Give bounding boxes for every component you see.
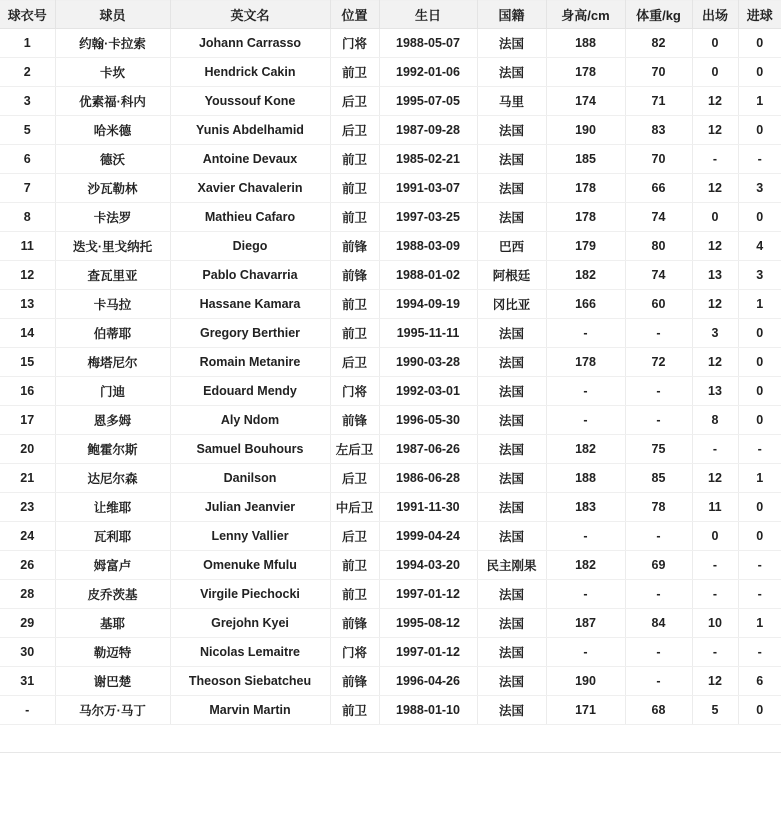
cell-weight_kg: 85: [625, 464, 692, 493]
cell-english_name: Virgile Piechocki: [170, 580, 330, 609]
cell-english_name: Hendrick Cakin: [170, 58, 330, 87]
cell-height_cm: 178: [546, 174, 625, 203]
cell-appearances: -: [692, 580, 738, 609]
cell-weight_kg: -: [625, 319, 692, 348]
table-row: [0, 145, 781, 174]
cell-player_name: 卡法罗: [55, 203, 170, 232]
cell-jersey_number: 29: [0, 609, 55, 638]
cell-jersey_number: 14: [0, 319, 55, 348]
cell-position: 前锋: [330, 232, 379, 261]
cell-birthday: 1995-08-12: [379, 609, 477, 638]
table-row: [0, 667, 781, 696]
cell-appearances: -: [692, 638, 738, 667]
cell-birthday: 1988-05-07: [379, 29, 477, 58]
cell-english_name: Theoson Siebatcheu: [170, 667, 330, 696]
cell-nationality: 民主刚果: [477, 551, 546, 580]
cell-nationality: 巴西: [477, 232, 546, 261]
cell-player_name: 优素福·科内: [55, 87, 170, 116]
cell-birthday: 1999-04-24: [379, 522, 477, 551]
cell-weight_kg: 69: [625, 551, 692, 580]
cell-appearances: 0: [692, 522, 738, 551]
cell-goals: 3: [738, 174, 781, 203]
column-header-position: 位置: [330, 1, 379, 29]
cell-jersey_number: 11: [0, 232, 55, 261]
cell-birthday: 1995-11-11: [379, 319, 477, 348]
cell-appearances: 0: [692, 29, 738, 58]
cell-nationality: 法国: [477, 696, 546, 725]
cell-goals: -: [738, 551, 781, 580]
cell-position: 左后卫: [330, 435, 379, 464]
cell-birthday: 1988-03-09: [379, 232, 477, 261]
cell-birthday: 1987-09-28: [379, 116, 477, 145]
column-header-birthday: 生日: [379, 1, 477, 29]
cell-appearances: -: [692, 551, 738, 580]
cell-weight_kg: 78: [625, 493, 692, 522]
cell-position: 前卫: [330, 551, 379, 580]
cell-nationality: 冈比亚: [477, 290, 546, 319]
cell-height_cm: -: [546, 377, 625, 406]
cell-weight_kg: -: [625, 522, 692, 551]
cell-player_name: 谢巴楚: [55, 667, 170, 696]
table-row: [0, 116, 781, 145]
cell-goals: 0: [738, 319, 781, 348]
cell-nationality: 法国: [477, 29, 546, 58]
cell-player_name: 皮乔茨基: [55, 580, 170, 609]
cell-goals: -: [738, 435, 781, 464]
cell-appearances: -: [692, 435, 738, 464]
cell-english_name: Pablo Chavarria: [170, 261, 330, 290]
cell-birthday: 1994-09-19: [379, 290, 477, 319]
cell-weight_kg: 84: [625, 609, 692, 638]
cell-jersey_number: 21: [0, 464, 55, 493]
cell-birthday: 1995-07-05: [379, 87, 477, 116]
cell-position: 后卫: [330, 348, 379, 377]
cell-english_name: Samuel Bouhours: [170, 435, 330, 464]
cell-weight_kg: 70: [625, 145, 692, 174]
cell-birthday: 1996-05-30: [379, 406, 477, 435]
cell-appearances: 12: [692, 667, 738, 696]
cell-height_cm: 182: [546, 551, 625, 580]
cell-weight_kg: 66: [625, 174, 692, 203]
header-row: [0, 1, 781, 29]
cell-appearances: 12: [692, 174, 738, 203]
cell-position: 门将: [330, 29, 379, 58]
cell-goals: -: [738, 638, 781, 667]
cell-jersey_number: 20: [0, 435, 55, 464]
column-header-height_cm: 身高/cm: [546, 1, 625, 29]
cell-player_name: 哈米德: [55, 116, 170, 145]
cell-weight_kg: 83: [625, 116, 692, 145]
cell-jersey_number: 30: [0, 638, 55, 667]
cell-goals: 0: [738, 58, 781, 87]
cell-player_name: 卡坎: [55, 58, 170, 87]
cell-goals: 0: [738, 406, 781, 435]
cell-player_name: 梅塔尼尔: [55, 348, 170, 377]
cell-position: 中后卫: [330, 493, 379, 522]
cell-weight_kg: -: [625, 667, 692, 696]
cell-player_name: 瓦利耶: [55, 522, 170, 551]
cell-weight_kg: -: [625, 377, 692, 406]
cell-english_name: Yunis Abdelhamid: [170, 116, 330, 145]
cell-player_name: 卡马拉: [55, 290, 170, 319]
table-row: [0, 696, 781, 725]
table-row: [0, 609, 781, 638]
cell-english_name: Mathieu Cafaro: [170, 203, 330, 232]
cell-goals: 4: [738, 232, 781, 261]
column-header-weight_kg: 体重/kg: [625, 1, 692, 29]
cell-height_cm: 171: [546, 696, 625, 725]
cell-goals: 1: [738, 87, 781, 116]
column-header-jersey_number: 球衣号: [0, 1, 55, 29]
cell-jersey_number: 28: [0, 580, 55, 609]
cell-height_cm: 188: [546, 29, 625, 58]
cell-english_name: Lenny Vallier: [170, 522, 330, 551]
cell-appearances: 12: [692, 87, 738, 116]
cell-english_name: Marvin Martin: [170, 696, 330, 725]
cell-position: 前卫: [330, 58, 379, 87]
cell-goals: 0: [738, 696, 781, 725]
cell-birthday: 1991-03-07: [379, 174, 477, 203]
cell-birthday: 1997-03-25: [379, 203, 477, 232]
cell-english_name: Grejohn Kyei: [170, 609, 330, 638]
cell-player_name: 伯蒂耶: [55, 319, 170, 348]
cell-appearances: 12: [692, 464, 738, 493]
cell-birthday: 1997-01-12: [379, 638, 477, 667]
cell-player_name: 恩多姆: [55, 406, 170, 435]
cell-height_cm: 188: [546, 464, 625, 493]
cell-player_name: 沙瓦勒林: [55, 174, 170, 203]
cell-birthday: 1997-01-12: [379, 580, 477, 609]
cell-position: 后卫: [330, 464, 379, 493]
cell-goals: 0: [738, 348, 781, 377]
cell-english_name: Julian Jeanvier: [170, 493, 330, 522]
cell-jersey_number: 6: [0, 145, 55, 174]
cell-jersey_number: 2: [0, 58, 55, 87]
cell-jersey_number: 31: [0, 667, 55, 696]
table-row: [0, 464, 781, 493]
cell-goals: 0: [738, 203, 781, 232]
cell-jersey_number: 12: [0, 261, 55, 290]
cell-position: 前锋: [330, 667, 379, 696]
cell-nationality: 法国: [477, 377, 546, 406]
cell-appearances: 0: [692, 203, 738, 232]
cell-goals: 1: [738, 290, 781, 319]
table-row: [0, 261, 781, 290]
cell-appearances: 12: [692, 348, 738, 377]
cell-player_name: 查瓦里亚: [55, 261, 170, 290]
cell-weight_kg: 72: [625, 348, 692, 377]
table-row: [0, 348, 781, 377]
table-row: [0, 174, 781, 203]
cell-player_name: 达尼尔森: [55, 464, 170, 493]
cell-height_cm: -: [546, 522, 625, 551]
cell-goals: -: [738, 580, 781, 609]
cell-birthday: 1992-01-06: [379, 58, 477, 87]
cell-position: 门将: [330, 377, 379, 406]
cell-player_name: 德沃: [55, 145, 170, 174]
cell-height_cm: 166: [546, 290, 625, 319]
column-header-goals: 进球: [738, 1, 781, 29]
cell-nationality: 法国: [477, 522, 546, 551]
cell-height_cm: 182: [546, 435, 625, 464]
cell-weight_kg: 68: [625, 696, 692, 725]
cell-appearances: -: [692, 145, 738, 174]
cell-nationality: 法国: [477, 580, 546, 609]
cell-player_name: 让维耶: [55, 493, 170, 522]
cell-appearances: 11: [692, 493, 738, 522]
cell-goals: 1: [738, 609, 781, 638]
cell-birthday: 1986-06-28: [379, 464, 477, 493]
table-row: [0, 406, 781, 435]
cell-english_name: Romain Metanire: [170, 348, 330, 377]
table-row: [0, 319, 781, 348]
cell-weight_kg: 75: [625, 435, 692, 464]
cell-weight_kg: -: [625, 638, 692, 667]
cell-english_name: Hassane Kamara: [170, 290, 330, 319]
cell-english_name: Omenuke Mfulu: [170, 551, 330, 580]
cell-jersey_number: 7: [0, 174, 55, 203]
cell-player_name: 鲍霍尔斯: [55, 435, 170, 464]
cell-jersey_number: 15: [0, 348, 55, 377]
cell-appearances: 0: [692, 58, 738, 87]
cell-jersey_number: 23: [0, 493, 55, 522]
cell-position: 前卫: [330, 174, 379, 203]
cell-height_cm: -: [546, 580, 625, 609]
cell-nationality: 阿根廷: [477, 261, 546, 290]
cell-player_name: 勒迈特: [55, 638, 170, 667]
cell-nationality: 法国: [477, 667, 546, 696]
cell-position: 前卫: [330, 580, 379, 609]
cell-player_name: 马尔万·马丁: [55, 696, 170, 725]
cell-jersey_number: -: [0, 696, 55, 725]
cell-english_name: Aly Ndom: [170, 406, 330, 435]
column-header-player_name: 球员: [55, 1, 170, 29]
cell-jersey_number: 16: [0, 377, 55, 406]
cell-nationality: 法国: [477, 203, 546, 232]
cell-position: 后卫: [330, 116, 379, 145]
table-row: [0, 580, 781, 609]
cell-english_name: Edouard Mendy: [170, 377, 330, 406]
table-row: [0, 87, 781, 116]
cell-goals: 0: [738, 29, 781, 58]
cell-nationality: 法国: [477, 348, 546, 377]
cell-nationality: 法国: [477, 406, 546, 435]
cell-goals: 6: [738, 667, 781, 696]
table-row: [0, 290, 781, 319]
table-row: [0, 493, 781, 522]
table-row: [0, 58, 781, 87]
table-row: [0, 232, 781, 261]
cell-nationality: 法国: [477, 319, 546, 348]
cell-position: 前卫: [330, 319, 379, 348]
cell-english_name: Antoine Devaux: [170, 145, 330, 174]
cell-appearances: 3: [692, 319, 738, 348]
cell-height_cm: 182: [546, 261, 625, 290]
cell-english_name: Youssouf Kone: [170, 87, 330, 116]
cell-birthday: 1988-01-02: [379, 261, 477, 290]
cell-jersey_number: 8: [0, 203, 55, 232]
column-header-nationality: 国籍: [477, 1, 546, 29]
cell-height_cm: 178: [546, 348, 625, 377]
cell-weight_kg: 74: [625, 203, 692, 232]
cell-position: 前锋: [330, 261, 379, 290]
cell-position: 前卫: [330, 696, 379, 725]
table-row: [0, 29, 781, 58]
cell-appearances: 12: [692, 232, 738, 261]
cell-appearances: 12: [692, 290, 738, 319]
table-row: [0, 435, 781, 464]
table-header: [0, 1, 781, 29]
cell-position: 前卫: [330, 203, 379, 232]
cell-english_name: Gregory Berthier: [170, 319, 330, 348]
table-row: [0, 203, 781, 232]
cell-appearances: 12: [692, 116, 738, 145]
cell-weight_kg: 71: [625, 87, 692, 116]
cell-appearances: 10: [692, 609, 738, 638]
cell-birthday: 1990-03-28: [379, 348, 477, 377]
cell-weight_kg: 60: [625, 290, 692, 319]
cell-nationality: 法国: [477, 145, 546, 174]
cell-nationality: 法国: [477, 638, 546, 667]
cell-player_name: 约翰·卡拉索: [55, 29, 170, 58]
cell-nationality: 法国: [477, 493, 546, 522]
cell-position: 门将: [330, 638, 379, 667]
cell-birthday: 1992-03-01: [379, 377, 477, 406]
cell-jersey_number: 17: [0, 406, 55, 435]
cell-nationality: 法国: [477, 116, 546, 145]
cell-position: 后卫: [330, 87, 379, 116]
cell-english_name: Xavier Chavalerin: [170, 174, 330, 203]
cell-height_cm: 183: [546, 493, 625, 522]
table-body: [0, 29, 781, 725]
cell-height_cm: 178: [546, 58, 625, 87]
cell-weight_kg: 74: [625, 261, 692, 290]
cell-height_cm: 179: [546, 232, 625, 261]
table-row: [0, 551, 781, 580]
cell-weight_kg: 80: [625, 232, 692, 261]
cell-goals: 0: [738, 493, 781, 522]
cell-appearances: 5: [692, 696, 738, 725]
cell-birthday: 1991-11-30: [379, 493, 477, 522]
cell-jersey_number: 3: [0, 87, 55, 116]
cell-birthday: 1987-06-26: [379, 435, 477, 464]
table-row: [0, 638, 781, 667]
cell-height_cm: 190: [546, 116, 625, 145]
cell-position: 前锋: [330, 609, 379, 638]
cell-jersey_number: 1: [0, 29, 55, 58]
table-row: [0, 522, 781, 551]
cell-nationality: 法国: [477, 609, 546, 638]
cell-height_cm: -: [546, 406, 625, 435]
cell-position: 前卫: [330, 290, 379, 319]
column-header-english_name: 英文名: [170, 1, 330, 29]
cell-jersey_number: 5: [0, 116, 55, 145]
table-row: [0, 377, 781, 406]
cell-goals: 0: [738, 377, 781, 406]
cell-weight_kg: -: [625, 406, 692, 435]
cell-height_cm: -: [546, 638, 625, 667]
cell-height_cm: 174: [546, 87, 625, 116]
cell-nationality: 法国: [477, 174, 546, 203]
cell-nationality: 法国: [477, 464, 546, 493]
cell-player_name: 门迪: [55, 377, 170, 406]
cell-jersey_number: 26: [0, 551, 55, 580]
cell-height_cm: 185: [546, 145, 625, 174]
cell-appearances: 8: [692, 406, 738, 435]
cell-nationality: 马里: [477, 87, 546, 116]
cell-goals: -: [738, 145, 781, 174]
cell-english_name: Nicolas Lemaitre: [170, 638, 330, 667]
cell-birthday: 1996-04-26: [379, 667, 477, 696]
cell-english_name: Johann Carrasso: [170, 29, 330, 58]
cell-height_cm: 187: [546, 609, 625, 638]
cell-nationality: 法国: [477, 58, 546, 87]
cell-player_name: 迭戈·里戈纳托: [55, 232, 170, 261]
cell-weight_kg: -: [625, 580, 692, 609]
cell-weight_kg: 82: [625, 29, 692, 58]
cell-nationality: 法国: [477, 435, 546, 464]
cell-position: 后卫: [330, 522, 379, 551]
cell-english_name: Danilson: [170, 464, 330, 493]
cell-goals: 0: [738, 116, 781, 145]
cell-english_name: Diego: [170, 232, 330, 261]
cell-player_name: 姆富卢: [55, 551, 170, 580]
cell-appearances: 13: [692, 377, 738, 406]
cell-birthday: 1994-03-20: [379, 551, 477, 580]
cell-goals: 1: [738, 464, 781, 493]
cell-birthday: 1985-02-21: [379, 145, 477, 174]
bottom-divider: [0, 752, 781, 753]
cell-birthday: 1988-01-10: [379, 696, 477, 725]
cell-goals: 0: [738, 522, 781, 551]
cell-appearances: 13: [692, 261, 738, 290]
cell-position: 前卫: [330, 145, 379, 174]
column-header-appearances: 出场: [692, 1, 738, 29]
cell-position: 前锋: [330, 406, 379, 435]
cell-player_name: 基耶: [55, 609, 170, 638]
cell-height_cm: -: [546, 319, 625, 348]
cell-jersey_number: 13: [0, 290, 55, 319]
cell-goals: 3: [738, 261, 781, 290]
cell-height_cm: 190: [546, 667, 625, 696]
cell-jersey_number: 24: [0, 522, 55, 551]
cell-weight_kg: 70: [625, 58, 692, 87]
cell-height_cm: 178: [546, 203, 625, 232]
